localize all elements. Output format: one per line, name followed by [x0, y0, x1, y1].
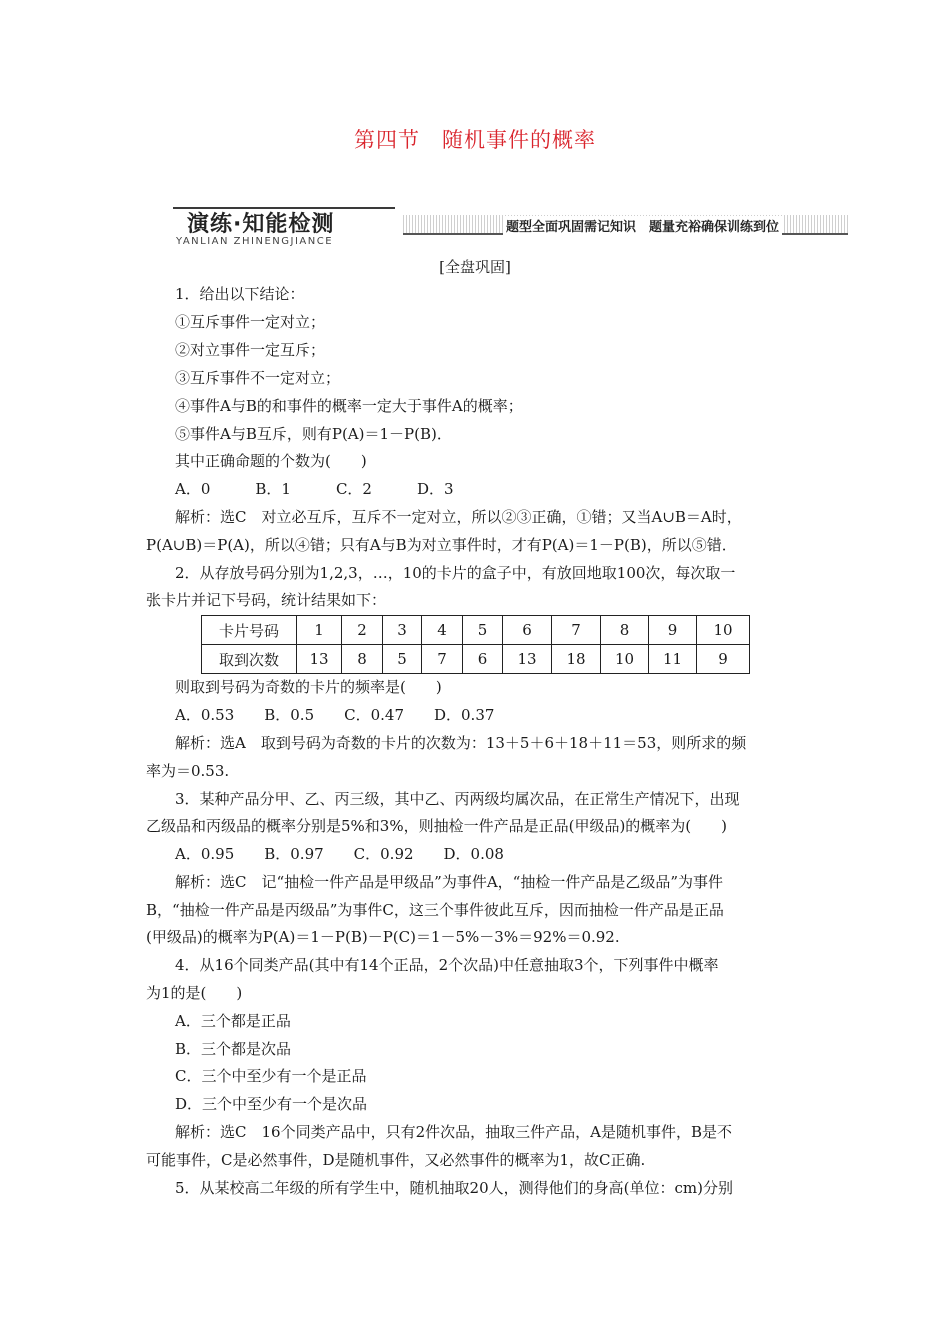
- question-3-options: A．0.95 B．0.97 C．0.92 D．0.08: [175, 845, 504, 863]
- section-banner: [173, 207, 848, 245]
- table-cell: 4: [422, 616, 463, 645]
- table-cell: 6: [503, 616, 552, 645]
- table-cell: 10: [697, 616, 750, 645]
- table-cell: 18: [552, 645, 601, 674]
- question-4-stem: 4．从16个同类产品(其中有14个正品，2个次品)中任意抽取3个，下列事件中概率: [175, 956, 719, 974]
- statement-4: ④事件A与B的和事件的概率一定大于事件A的概率；: [175, 397, 523, 415]
- banner-box: [173, 207, 395, 247]
- table-cell: 9: [697, 645, 750, 674]
- table-cell: 11: [649, 645, 697, 674]
- table-cell: 13: [503, 645, 552, 674]
- question-4-option-c: C．三个中至少有一个是正品: [175, 1067, 367, 1085]
- section-label: [全盘巩固]: [439, 258, 511, 276]
- question-3-stem-cont: 乙级品和丙级品的概率分别是5%和3%，则抽检一件产品是正品(甲级品)的概率为( ): [146, 817, 728, 835]
- banner-heading: 演练·知能检测: [187, 212, 335, 237]
- statement-1: ①互斥事件一定对立；: [175, 313, 326, 331]
- question-2-stem-cont: 张卡片并记下号码，统计结果如下：: [146, 591, 387, 609]
- table-cell: 8: [601, 616, 649, 645]
- question-2-prompt: 则取到号码为奇数的卡片的频率是( ): [175, 678, 442, 696]
- table-cell: 9: [649, 616, 697, 645]
- statement-3: ③互斥事件不一定对立；: [175, 369, 341, 387]
- table-cell: 7: [422, 645, 463, 674]
- table-cell: 1: [297, 616, 342, 645]
- table-cell: 5: [383, 645, 422, 674]
- table-cell: 卡片号码: [202, 616, 297, 645]
- question-4-option-a: A．三个都是正品: [175, 1012, 291, 1030]
- table-row: [202, 645, 750, 674]
- table-cell: 取到次数: [202, 645, 297, 674]
- table-cell: 3: [383, 616, 422, 645]
- question-1-solution: 解析：选C 对立必互斥，互斥不一定对立，所以②③正确，①错；又当A∪B＝A时，: [175, 508, 742, 526]
- question-2-solution: 解析：选A 取到号码为奇数的卡片的次数为：13＋5＋6＋18＋11＝53，则所求的频: [175, 734, 747, 752]
- card-count-table: [201, 615, 750, 674]
- question-3-solution: 解析：选C 记“抽检一件产品是甲级品”为事件A，“抽检一件产品是乙级品”为事件: [175, 873, 723, 891]
- question-4-option-b: B．三个都是次品: [175, 1040, 292, 1058]
- question-4-solution-cont: 可能事件，C是必然事件，D是随机事件，又必然事件的概率为1，故C正确.: [146, 1151, 646, 1169]
- table-cell: 6: [463, 645, 503, 674]
- banner-pinyin: YANLIAN ZHINENGJIANCE: [176, 236, 334, 247]
- page-title: 第四节 随机事件的概率: [354, 128, 596, 152]
- banner-slogan: 题型全面巩固需记知识 题量充裕确保训练到位: [503, 216, 782, 235]
- question-3-solution-cont: B，“抽检一件产品是丙级品”为事件C，这三个事件彼此互斥，因而抽检一件产品是正品: [146, 901, 724, 919]
- statement-2: ②对立事件一定互斥；: [175, 341, 326, 359]
- question-1-options: A．0 B．1 C．2 D．3: [175, 480, 454, 498]
- table-cell: 2: [342, 616, 383, 645]
- question-2-stem: 2．从存放号码分别为1,2,3，…，10的卡片的盒子中，有放回地取100次，每次取一: [175, 564, 736, 582]
- question-3-stem: 3．某种产品分甲、乙、丙三级，其中乙、丙两级均属次品，在正常生产情况下，出现: [175, 790, 740, 808]
- question-4-solution: 解析：选C 16个同类产品中，只有2件次品，抽取三件产品，A是随机事件，B是不: [175, 1123, 732, 1141]
- table-cell: 8: [342, 645, 383, 674]
- question-5-stem: 5．从某校高二年级的所有学生中，随机抽取20人，测得他们的身高(单位：cm)分别: [175, 1179, 733, 1197]
- question-3-solution-cont: (甲级品)的概率为P(A)＝1－P(B)－P(C)＝1－5%－3%＝92%＝0.92.: [146, 928, 620, 946]
- question-1-solution-cont: P(A∪B)＝P(A)，所以④错；只有A与B为对立事件时，才有P(A)＝1－P(B)，所以⑤错．: [146, 536, 737, 554]
- table-row: [202, 616, 750, 645]
- table-cell: 7: [552, 616, 601, 645]
- question-4-stem-cont: 为1的是( ): [146, 984, 243, 1002]
- question-1-prompt: 其中正确命题的个数为( ): [175, 452, 367, 470]
- question-4-option-d: D．三个中至少有一个是次品: [175, 1095, 368, 1113]
- question-2-options: A．0.53 B．0.5 C．0.47 D．0.37: [175, 706, 495, 724]
- statement-5: ⑤事件A与B互斥，则有P(A)＝1－P(B)．: [175, 425, 452, 443]
- question-1-stem: 1．给出以下结论：: [175, 285, 305, 303]
- table-cell: 5: [463, 616, 503, 645]
- table-cell: 10: [601, 645, 649, 674]
- question-2-solution-cont: 率为＝0.53.: [146, 762, 230, 780]
- table-cell: 13: [297, 645, 342, 674]
